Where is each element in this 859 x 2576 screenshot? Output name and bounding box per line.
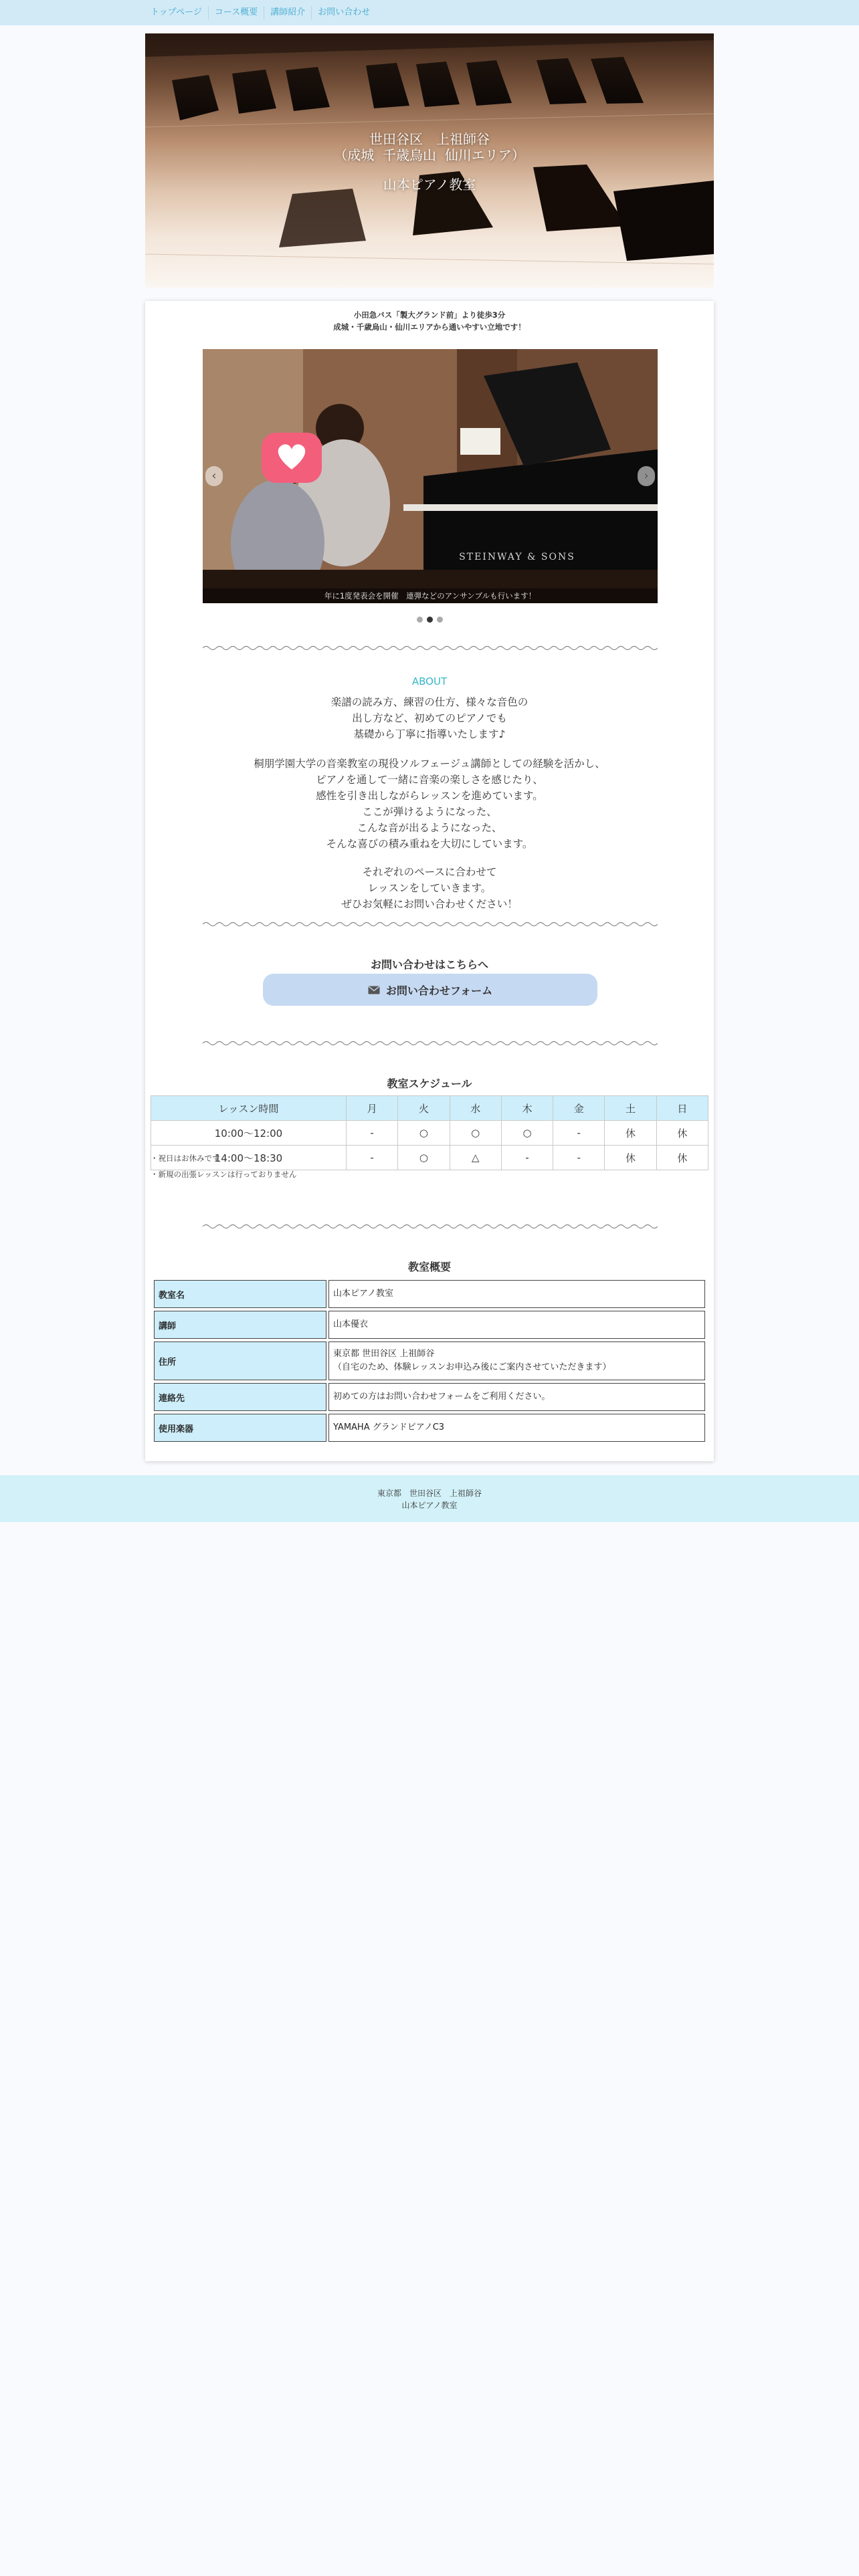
hero-title-line2: （成城 千歳烏山 仙川エリア） [334, 147, 525, 163]
hero-title-line1: 世田谷区 上祖師谷 [369, 131, 490, 147]
about-text: 楽譜の読み方、練習の仕方、様々な音色の [330, 696, 529, 708]
outline-row [154, 1383, 705, 1411]
outline-value [328, 1341, 705, 1380]
schedule-note: ・祝日はお休みです [151, 1154, 220, 1163]
about-text: 基礎から丁寧に指導いたします♪ [353, 728, 506, 740]
outline-row [154, 1414, 705, 1442]
hero-title [145, 131, 714, 193]
contact-form-button[interactable] [263, 974, 597, 1006]
slider-dot[interactable] [417, 617, 423, 623]
schedule-cell: ○ [398, 1121, 450, 1146]
wave-divider [203, 920, 658, 929]
nav-item-teacher[interactable]: 講師紹介 [264, 6, 312, 19]
outline-value-text: （自宅のため、体験レッスンお申込み後にご案内させていただきます） [333, 1362, 611, 1372]
outline-value-text: 初めての方はお問い合わせフォームをご利用ください。 [333, 1392, 551, 1402]
about-text: それぞれのペースに合わせて [362, 866, 497, 878]
image-slider[interactable] [203, 349, 658, 603]
schedule-cell: - [501, 1146, 553, 1170]
access-line1: 小田急バス「製大グランド前」より徒歩3分 [353, 310, 506, 320]
nav-item-top[interactable]: トップページ [145, 6, 209, 19]
mail-icon [368, 986, 380, 994]
schedule-cell: ○ [398, 1146, 450, 1170]
slider-prev-button[interactable]: ‹ [205, 466, 223, 486]
outline-row [154, 1280, 705, 1308]
schedule-cell: - [553, 1121, 605, 1146]
schedule-day-header: 木 [501, 1096, 553, 1121]
footer [0, 1475, 859, 1522]
hero-banner [145, 33, 714, 288]
schedule-day-header: 日 [656, 1096, 708, 1121]
slider-next-button[interactable]: › [638, 466, 655, 486]
about-paragraph-2 [145, 756, 714, 852]
schedule-header-row [151, 1096, 708, 1121]
slider-dot-active[interactable] [427, 617, 433, 623]
outline-value [328, 1383, 705, 1411]
about-paragraph-3 [145, 864, 714, 912]
schedule-time-header: レッスン時間 [151, 1096, 347, 1121]
contact-form-button-label: お問い合わせフォーム [385, 984, 493, 997]
outline-label: 教室名 [154, 1280, 326, 1308]
slider-caption: 年に1度発表会を開催 連弾などのアンサンブルも行います！ [203, 588, 658, 603]
piano-brand-text: STEINWAY & SONS [459, 552, 575, 562]
schedule-day-header: 水 [450, 1096, 501, 1121]
about-text: 桐朋学園大学の音楽教室の現役ソルフェージュ講師としての経験を活かし、 [254, 758, 605, 770]
top-navigation [0, 0, 859, 25]
schedule-cell: - [553, 1146, 605, 1170]
about-text: 出し方など、初めてのピアノでも [352, 712, 507, 724]
outline-table [152, 1277, 707, 1444]
hero-title-line3: 山本ピアノ教室 [383, 177, 476, 193]
about-heading: ABOUT [411, 675, 448, 687]
nav-item-course[interactable]: コース概要 [209, 6, 264, 19]
slider-dots [145, 613, 714, 625]
about-text: そんな喜びの積み重ねを大切にしています。 [326, 838, 533, 850]
outline-value-text: 山本ピアノ教室 [333, 1289, 393, 1299]
outline-row [154, 1341, 705, 1380]
slider-dot[interactable] [437, 617, 443, 623]
schedule-cell: 休 [656, 1146, 708, 1170]
schedule-cell: 休 [605, 1146, 656, 1170]
footer-site-name: 山本ピアノ教室 [401, 1501, 458, 1510]
footer-address: 東京都 世田谷区 上祖師谷 [377, 1489, 482, 1498]
outline-value [328, 1311, 705, 1339]
outline-heading: 教室概要 [407, 1261, 451, 1273]
schedule-cell: 休 [656, 1121, 708, 1146]
outline-label: 連絡先 [154, 1383, 326, 1411]
outline-value-text: 山本優衣 [333, 1319, 369, 1329]
about-text: ピアノを通して一緒に音楽の楽しさを感じたり、 [316, 774, 543, 786]
outline-row [154, 1311, 705, 1339]
schedule-heading: 教室スケジュール [387, 1077, 472, 1090]
about-paragraph-1 [145, 694, 714, 742]
contact-heading: お問い合わせはこちらへ [370, 958, 488, 971]
schedule-cell: - [347, 1121, 398, 1146]
schedule-time-cell: 10:00〜12:00 [151, 1121, 347, 1146]
schedule-day-header: 土 [605, 1096, 656, 1121]
schedule-cell: 休 [605, 1121, 656, 1146]
schedule-cell: - [347, 1146, 398, 1170]
nav-item-contact[interactable]: お問い合わせ [318, 7, 371, 17]
schedule-cell: △ [450, 1146, 501, 1170]
schedule-cell: ○ [501, 1121, 553, 1146]
outline-label: 住所 [154, 1341, 326, 1380]
access-info [145, 309, 714, 333]
outline-value-text: 東京都 世田谷区 上祖師谷 [333, 1349, 435, 1359]
outline-label: 講師 [154, 1311, 326, 1339]
outline-value [328, 1280, 705, 1308]
schedule-cell: ○ [450, 1121, 501, 1146]
schedule-notes [151, 1150, 296, 1182]
schedule-time-cell: 14:00〜18:30 [151, 1146, 347, 1170]
outline-label: 使用楽器 [154, 1414, 326, 1442]
wave-divider [203, 643, 658, 653]
main-content-card [145, 301, 714, 1461]
outline-value [328, 1414, 705, 1442]
recital-photo [203, 349, 658, 603]
wave-divider [203, 1222, 658, 1231]
schedule-day-header: 金 [553, 1096, 605, 1121]
wave-divider [203, 1039, 658, 1048]
about-text: こんな音が出るようになった、 [357, 822, 502, 834]
about-text: レッスンをしていきます。 [367, 882, 492, 894]
schedule-note: ・新規の出張レッスンは行っておりません [151, 1170, 297, 1179]
about-text: ぜひお気軽にお問い合わせください！ [341, 898, 518, 910]
schedule-day-header: 月 [347, 1096, 398, 1121]
about-text: 感性を引き出しながらレッスンを進めています。 [316, 790, 543, 802]
about-text: ここが弾けるようになった、 [362, 806, 497, 818]
schedule-row [151, 1121, 708, 1146]
outline-value-text: YAMAHA グランドピアノC3 [333, 1422, 445, 1432]
nav-menu [145, 0, 376, 25]
schedule-day-header: 火 [398, 1096, 450, 1121]
access-line2: 成城・千歳烏山・仙川エリアから通いやすい立地です！ [333, 322, 526, 332]
